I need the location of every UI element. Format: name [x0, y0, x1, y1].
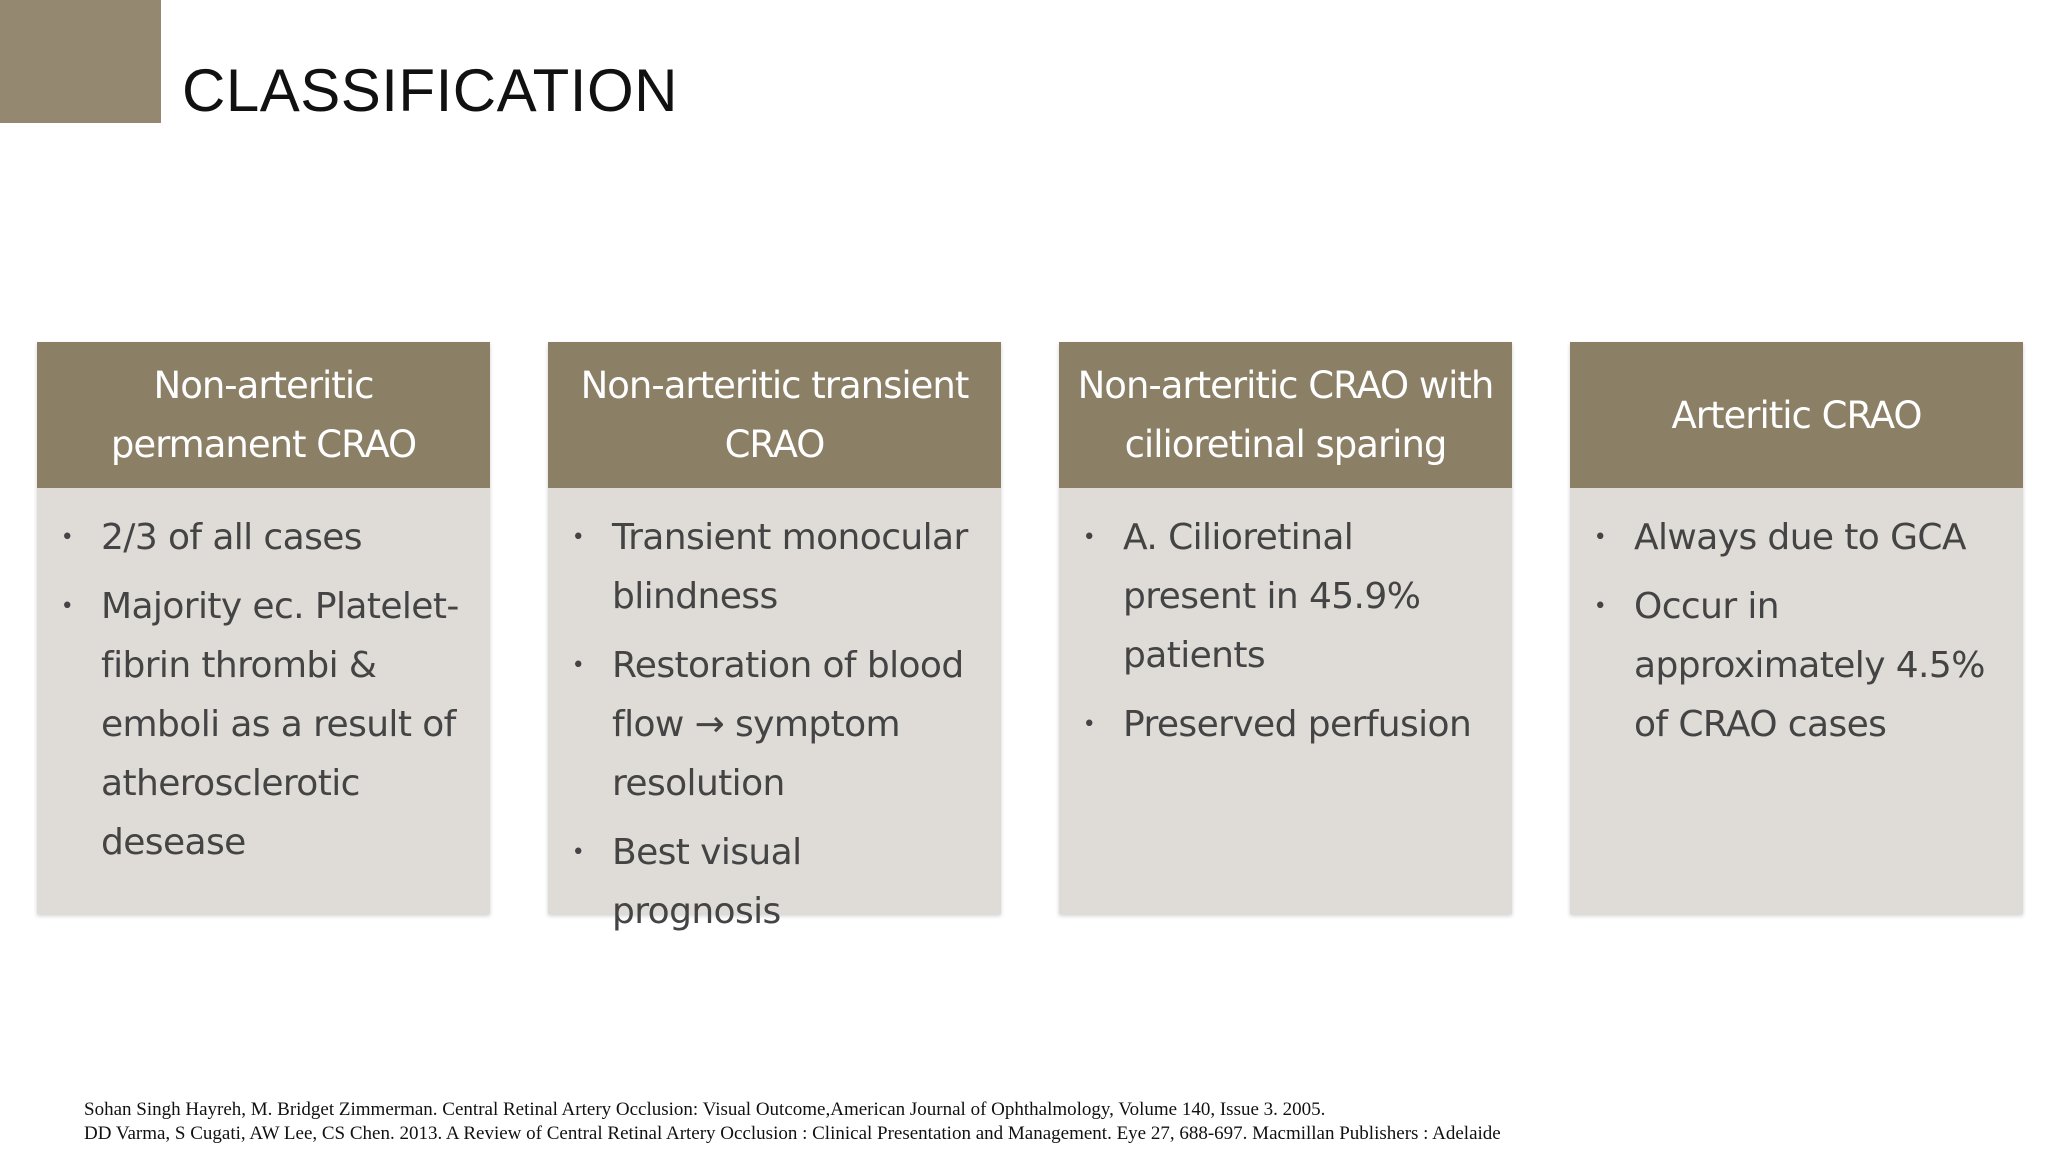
bullet-text: 2/3 of all cases	[101, 517, 362, 558]
bullet-icon: •	[60, 525, 74, 550]
bullet-text: Restoration of blood flow → symptom resolution	[612, 645, 964, 804]
classification-card-permanent	[37, 342, 490, 914]
bullet-text: Majority ec. Platelet-fibrin thrombi & emboli as a result of atherosclerotic desease	[101, 586, 459, 863]
list-item	[1588, 508, 1997, 567]
card-body	[548, 488, 1001, 941]
bullet-icon: •	[571, 840, 585, 865]
list-item	[55, 508, 464, 567]
bullet-icon: •	[1593, 594, 1607, 619]
bullet-text: Always due to GCA	[1634, 517, 1966, 558]
list-item	[566, 823, 975, 941]
bullet-icon: •	[571, 653, 585, 678]
bullet-text: Transient monocular blindness	[612, 517, 968, 617]
card-header: Non-arteritic transient CRAO	[548, 342, 1001, 488]
card-header: Non-arteritic permanent CRAO	[37, 342, 490, 488]
classification-card-transient	[548, 342, 1001, 932]
bullet-text: Best visual prognosis	[612, 832, 802, 932]
card-header: Non-arteritic CRAO with cilioretinal sparing	[1059, 342, 1512, 488]
bullet-text: Occur in approximately 4.5% of CRAO cases	[1634, 586, 1985, 745]
bullet-list	[1588, 508, 1997, 754]
bullet-text: A. Cilioretinal present in 45.9% patients	[1123, 517, 1421, 676]
reference-line: Sohan Singh Hayreh, M. Bridget Zimmerman. Central Retinal Artery Occlusion: Visual Outcome,American Journal of Ophthalmology, Volume 140, Issue 3. 2005.	[84, 1099, 1326, 1120]
bullet-list	[1077, 508, 1486, 754]
bullet-icon: •	[60, 594, 74, 619]
card-body	[1059, 488, 1512, 754]
bullet-icon: •	[1593, 525, 1607, 550]
classification-card-arteritic	[1570, 342, 2023, 914]
list-item	[1588, 577, 1997, 754]
bullet-icon: •	[1082, 712, 1096, 737]
references	[84, 1098, 1501, 1146]
list-item	[566, 508, 975, 626]
classification-card-cilioretinal	[1059, 342, 1512, 914]
bullet-list	[566, 508, 975, 941]
reference-line: DD Varma, S Cugati, AW Lee, CS Chen. 2013. A Review of Central Retinal Artery Occlusion : Clinical Presentation and Management. Eye 27, 688-697. Macmillan Publishers : Adelaide	[84, 1123, 1501, 1144]
card-body	[1570, 488, 2023, 754]
card-header: Arteritic CRAO	[1570, 342, 2023, 488]
bullet-icon: •	[1082, 525, 1096, 550]
list-item	[55, 577, 464, 872]
bullet-list	[55, 508, 464, 872]
bullet-icon: •	[571, 525, 585, 550]
list-item	[1077, 508, 1486, 685]
list-item	[1077, 695, 1486, 754]
list-item	[566, 636, 975, 813]
slide-title: CLASSIFICATION	[182, 57, 678, 124]
title-accent-block	[0, 0, 161, 123]
card-body	[37, 488, 490, 872]
bullet-text: Preserved perfusion	[1123, 704, 1472, 745]
